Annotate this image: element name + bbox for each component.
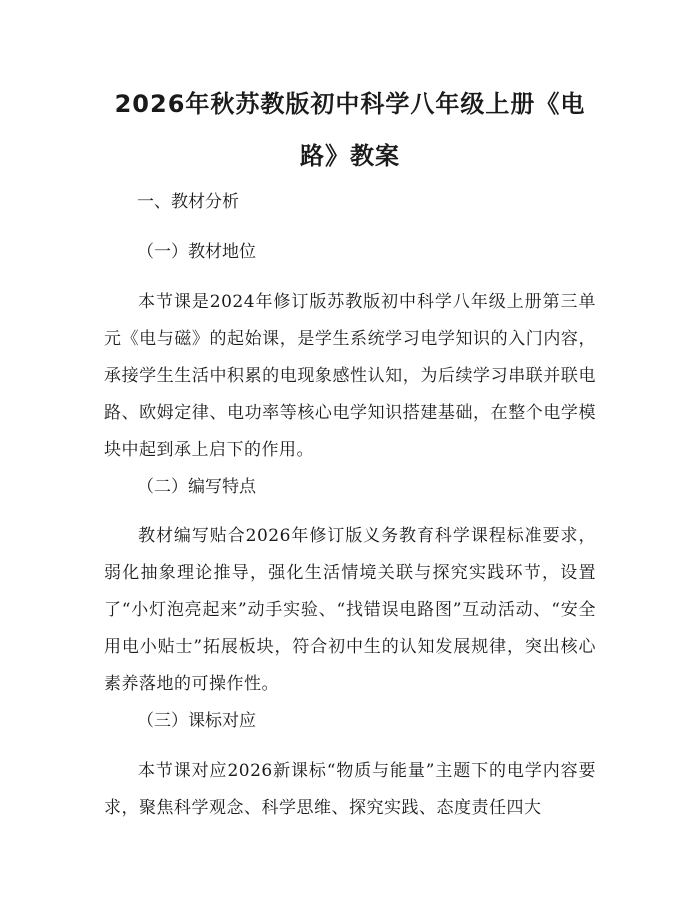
paragraph-writing-features: 教材编写贴合2026年修订版义务教育科学课程标准要求，弱化抽象理论推导，强化生活情境关联与探究实践环节，设置了“小灯泡亮起来”动手实验、“找错误电路图”互动活动、“安全用电小贴士”拓展板块，符合初中生的认知发展规律，突出核心素养落地的可操作性。 (104, 526, 596, 694)
paragraph-curriculum-standards: 本节课对应2026新课标“物质与能量”主题下的电学内容要求，聚焦科学观念、科学思维、探究实践、态度责任四大 (104, 761, 596, 818)
subsection-heading-textbook-position: （一）教材地位 (137, 242, 256, 262)
subsection-heading-writing-features: （二）编写特点 (137, 477, 256, 497)
subsection-heading-curriculum-standards: （三）课标对应 (137, 711, 256, 731)
section-heading-textbook-analysis: 一、教材分析 (137, 192, 239, 212)
document-title: 2026年秋苏教版初中科学八年级上册《电路》教案 (114, 90, 586, 170)
paragraph-textbook-position: 本节课是2024年修订版苏教版初中科学八年级上册第三单元《电与磁》的起始课，是学生系统学习电学知识的入门内容，承接学生生活中积累的电现象感性认知，为后续学习串联并联电路、欧姆定律、电功率等核心电学知识搭建基础，在整个电学模块中起到承上启下的作用。 (104, 292, 596, 460)
